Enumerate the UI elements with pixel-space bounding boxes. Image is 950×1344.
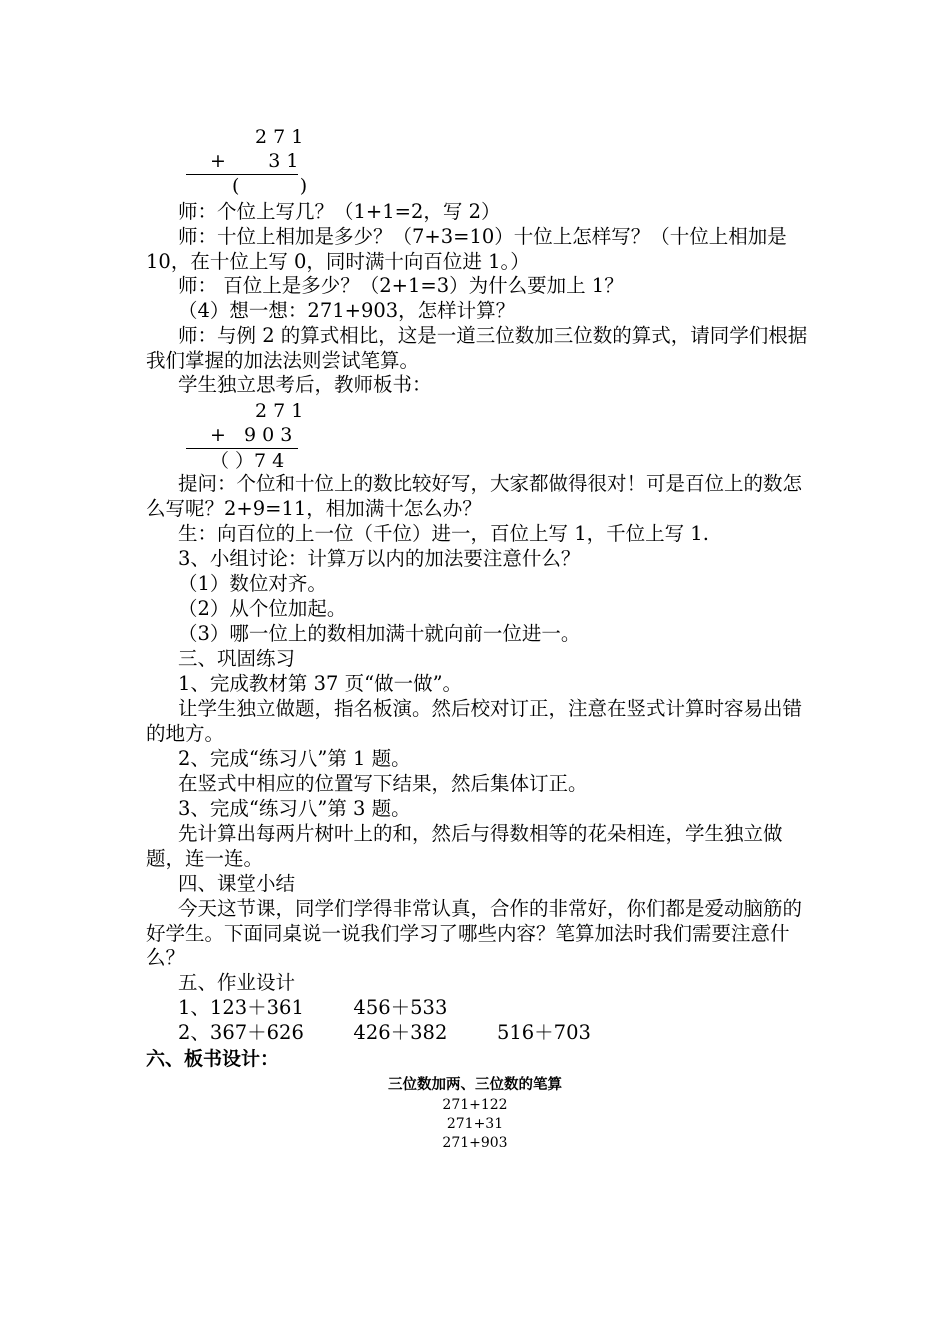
calc-row-result: （ ）7 4 (210, 450, 285, 472)
paragraph: 师：与例 2 的算式相比，这是一道三位数加三位数的算式，请同学们根据我们掌握的加法法则尝试笔算。 (146, 324, 808, 372)
paragraph: （4）想一想：271+903，怎样计算？ (178, 299, 516, 322)
paragraph: 师： 百位上是多少？（2+1=3）为什么要加上 1？ (178, 274, 624, 297)
board-title: 三位数加两、三位数的笔算 (388, 1077, 562, 1093)
paragraph: 生：向百位的上一位（千位）进一，百位上写 1，千位上写 1. (178, 522, 709, 545)
vertical-calculation-1 (0, 126, 950, 201)
paragraph: 3、小组讨论：计算万以内的加法要注意什么？ (178, 547, 581, 570)
homework-line: 1、123＋361 456＋533 (178, 996, 448, 1019)
paragraph: 今天这节课，同学们学得非常认真，合作的非常好，你们都是爱动脑筋的好学生。下面同桌说一说我们学习了哪些内容？笔算加法时我们需要注意什么？ (146, 897, 803, 970)
calc-sum-line (186, 448, 298, 449)
paragraph: 师：个位上写几？（1+1=2，写 2） (178, 200, 501, 223)
board-line: 271+903 (442, 1135, 508, 1151)
vertical-calculation-2 (0, 400, 950, 475)
calc-row-addend: + 3 1 (210, 150, 299, 172)
calc-row-addend: 2 7 1 (255, 126, 304, 148)
list-item: （2）从个位加起。 (178, 597, 347, 620)
paragraph: 在竖式中相应的位置写下结果，然后集体订正。 (178, 772, 588, 795)
paragraph: 学生独立思考后，教师板书： (178, 373, 432, 396)
paragraph: 2、完成“练习八”第 1 题。 (178, 747, 411, 770)
board-line: 271+31 (446, 1116, 504, 1132)
calc-row-result: ( ) (232, 175, 308, 197)
section-heading: 四、课堂小结 (178, 872, 296, 895)
calc-row-addend: + 9 0 3 (210, 424, 293, 446)
board-design (0, 1074, 950, 1153)
paragraph: 1、完成教材第 37 页“做一做”。 (178, 672, 463, 695)
homework-line: 2、367＋626 426＋382 516＋703 (178, 1021, 591, 1044)
paragraph: 先计算出每两片树叶上的和，然后与得数相等的花朵相连，学生独立做题，连一连。 (146, 822, 783, 870)
section-heading-board-design: 六、板书设计： (146, 1048, 280, 1070)
paragraph: 师：十位上相加是多少？（7+3=10）十位上怎样写？（十位上相加是 10，在十位上写 0，同时满十向百位进 1。） (146, 225, 787, 273)
paragraph: 让学生独立做题，指名板演。然后校对订正，注意在竖式计算时容易出错的地方。 (146, 697, 803, 745)
section-heading: 五、作业设计 (178, 971, 296, 994)
list-item: （1）数位对齐。 (178, 572, 327, 595)
board-line: 271+122 (442, 1097, 508, 1113)
paragraph: 3、完成“练习八”第 3 题。 (178, 797, 411, 820)
list-item: （3）哪一位上的数相加满十就向前一位进一。 (178, 622, 581, 645)
calc-row-addend: 2 7 1 (255, 400, 304, 422)
paragraph: 提问：个位和十位上的数比较好写，大家都做得很对！可是百位上的数怎么写呢？2+9=11，相加满十怎么办？ (146, 472, 803, 520)
section-heading: 三、巩固练习 (178, 647, 296, 670)
